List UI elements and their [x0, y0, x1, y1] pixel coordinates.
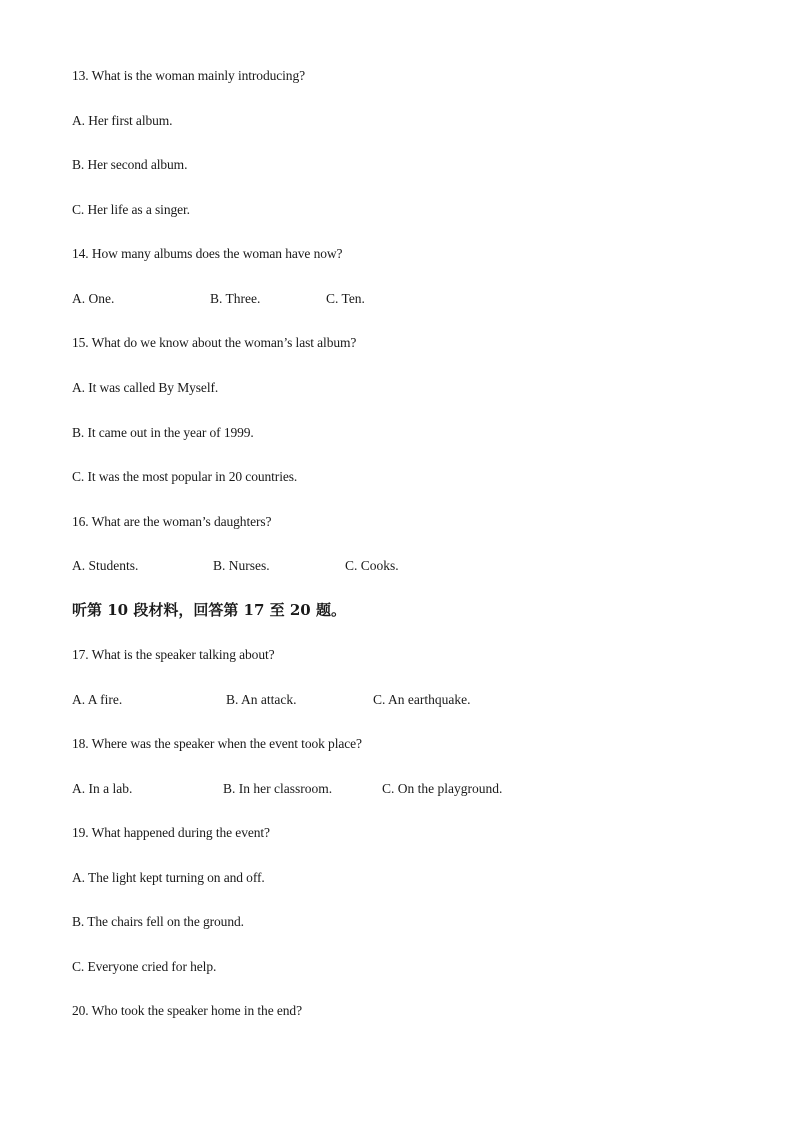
question-14: 14. How many albums does the woman have now?	[72, 246, 343, 261]
q17-option-a: A. A fire.	[72, 692, 123, 707]
q19-option-b: B. The chairs fell on the ground.	[72, 914, 244, 929]
q19-option-c: C. Everyone cried for help.	[72, 959, 217, 974]
question-13: 13. What is the woman mainly introducing?	[72, 68, 305, 83]
section-heading: 听第 10 段材料，回答第 17 至 20 题。	[72, 601, 346, 619]
question-20: 20. Who took the speaker home in the end?	[72, 1003, 302, 1018]
q16-option-c: C. Cooks.	[345, 558, 399, 573]
question-15: 15. What do we know about the woman’s last album?	[72, 335, 357, 350]
q15-option-a: A. It was called By Myself.	[72, 380, 219, 395]
question-18: 18. Where was the speaker when the event took place?	[72, 736, 362, 751]
q13-option-b: B. Her second album.	[72, 157, 188, 172]
q13-option-a: A. Her first album.	[72, 113, 173, 128]
q19-option-a: A. The light kept turning on and off.	[72, 870, 265, 885]
q15-option-c: C. It was the most popular in 20 countries.	[72, 469, 298, 484]
question-19: 19. What happened during the event?	[72, 825, 270, 840]
q15-option-b: B. It came out in the year of 1999.	[72, 425, 254, 440]
q17-option-c: C. An earthquake.	[373, 692, 471, 707]
q14-option-a: A. One.	[72, 291, 115, 306]
question-16: 16. What are the woman’s daughters?	[72, 514, 272, 529]
q18-option-b: B. In her classroom.	[223, 781, 333, 796]
q18-option-c: C. On the playground.	[382, 781, 503, 796]
q16-option-b: B. Nurses.	[213, 558, 270, 573]
question-17: 17. What is the speaker talking about?	[72, 647, 275, 662]
q14-option-b: B. Three.	[210, 291, 261, 306]
q17-option-b: B. An attack.	[226, 692, 297, 707]
q18-option-a: A. In a lab.	[72, 781, 133, 796]
q16-option-a: A. Students.	[72, 558, 139, 573]
q13-option-c: C. Her life as a singer.	[72, 202, 190, 217]
q14-option-c: C. Ten.	[326, 291, 365, 306]
